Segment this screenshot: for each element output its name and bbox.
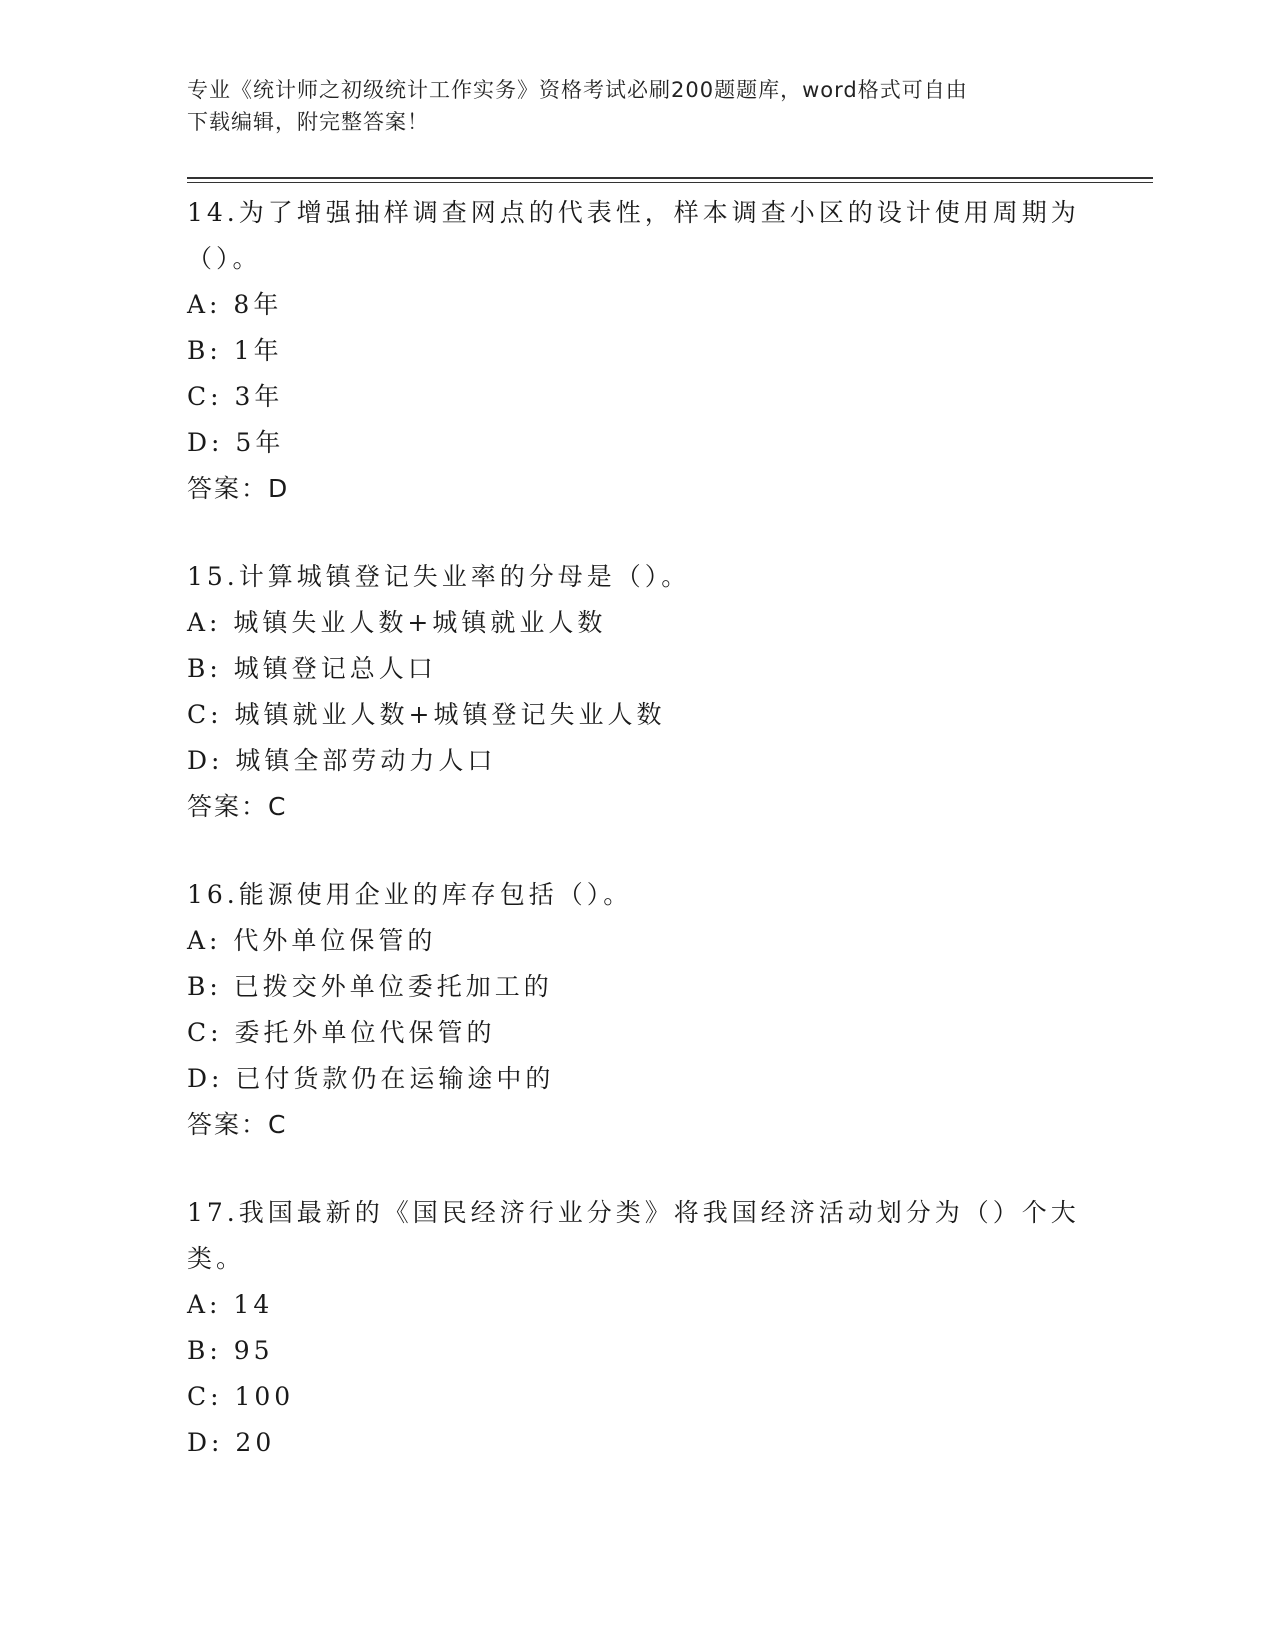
header-divider-thin [187,182,1153,183]
option-d: D: 5年 [187,428,285,457]
question-text: 17.我国最新的《国民经济行业分类》将我国经济活动划分为（）个大类。 [187,1198,1080,1273]
header-divider-thick [187,177,1153,179]
header-line-1: 专业《统计师之初级统计工作实务》资格考试必刷200题题库，word格式可自由 [187,78,968,102]
header-line-2: 下载编辑，附完整答案！ [187,110,429,134]
option-b: B: 1年 [187,336,283,365]
question-16 [187,872,1087,1148]
option-d: D: 城镇全部劳动力人口 [187,746,497,775]
option-c: C: 城镇就业人数+城镇登记失业人数 [187,700,666,729]
question-list [187,190,1087,1508]
answer-text: 答案：D [187,474,290,503]
option-a: A: 14 [187,1290,274,1319]
option-a: A: 8年 [187,290,283,319]
option-b: B: 城镇登记总人口 [187,654,437,683]
question-14 [187,190,1087,512]
option-a: A: 城镇失业人数+城镇就业人数 [187,608,607,637]
option-d: D: 已付货款仍在运输途中的 [187,1064,555,1093]
question-text: 15.计算城镇登记失业率的分母是（）。 [187,562,691,591]
document-header [187,74,1067,138]
question-text: 14.为了增强抽样调查网点的代表性，样本调查小区的设计使用周期为（）。 [187,198,1080,273]
question-text: 16.能源使用企业的库存包括（）。 [187,880,633,909]
option-a: A: 代外单位保管的 [187,926,437,955]
answer-text: 答案：C [187,1110,288,1139]
option-c: C: 100 [187,1382,295,1411]
option-c: C: 委托外单位代保管的 [187,1018,496,1047]
option-d: D: 20 [187,1428,276,1457]
question-15 [187,554,1087,830]
option-b: B: 95 [187,1336,274,1365]
option-b: B: 已拨交外单位委托加工的 [187,972,553,1001]
question-17 [187,1190,1087,1466]
answer-text: 答案：C [187,792,288,821]
option-c: C: 3年 [187,382,284,411]
